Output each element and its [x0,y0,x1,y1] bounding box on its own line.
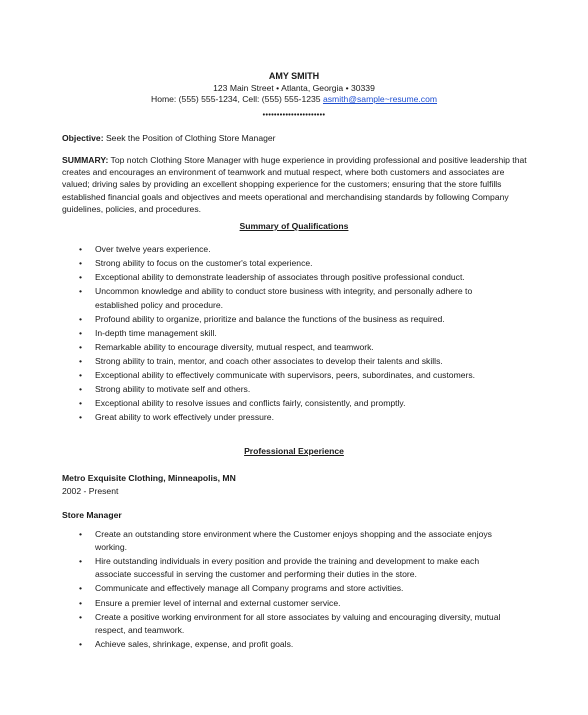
list-item-text: Remarkable ability to encourage diversity, mutual respect, and teamwork. [95,342,374,352]
company-name: Metro Exquisite Clothing, Minneapolis, MN [62,473,236,483]
list-item-text: Ensure a premier level of internal and external customer service. [95,597,341,608]
candidate-name: AMY SMITH [268,71,320,81]
bullet-icon: • [79,529,83,539]
bullet-icon: • [79,597,83,608]
list-item-text: Profound ability to organize, prioritize and balance the functions of the business as required. [95,314,445,324]
list-item [79,582,509,595]
bullet-icon: • [79,370,83,380]
bullet-icon: • [79,384,83,394]
list-item-text: Strong ability to motivate self and others. [95,384,251,394]
list-item [79,340,509,354]
email-link[interactable]: asmith@sample~resume.com [322,94,438,104]
summary-label: SUMMARY: [62,155,109,165]
bullet-icon: • [79,583,83,593]
objective-line [62,133,532,143]
list-item [79,555,509,580]
list-item [79,382,509,396]
bullet-icon: • [79,314,83,324]
list-item-text: Exceptional ability to resolve issues and conflicts fairly, consistently, and promptly. [95,398,406,408]
list-item [79,410,509,424]
list-item [79,597,509,610]
list-item [79,638,509,651]
list-item [79,368,509,382]
contact-line [0,94,588,106]
bullet-icon: • [79,244,83,254]
list-item [79,256,509,270]
bullet-icon: • [79,398,83,408]
header-separator: •••••••••••••••••••••• [262,112,326,119]
list-item-text: Uncommon knowledge and ability to conduct store business with integrity, and personally adhere to established policy and procedure. [95,286,473,310]
list-item [79,528,509,553]
list-item-text: Strong ability to focus on the customer's total experience. [95,258,313,268]
bullet-icon: • [79,272,83,282]
list-item [79,611,509,636]
experience-heading: Professional Experience [244,446,344,456]
list-item [79,242,509,256]
bullet-icon: • [79,356,83,366]
list-item-text: In-depth time management skill. [95,328,217,338]
list-item-text: Create a positive working environment for all store associates by valuing and encouraging diversity, mutual respect, and teamwork. [95,612,501,635]
list-item [79,312,509,326]
bullet-icon: • [79,258,83,268]
bullet-icon: • [79,286,83,296]
address-line: 123 Main Street • Atlanta, Georgia • 30339 [213,82,375,93]
list-item-text: Great ability to work effectively under pressure. [95,412,274,422]
list-item-text: Hire outstanding individuals in every position and provide the training and development to make each associate successful in serving the customer and performing their duties in the store. [95,556,480,579]
experience-duties-list [79,528,509,653]
bullet-icon: • [79,612,83,622]
objective-label: Objective: [62,133,104,143]
list-item [79,326,509,340]
job-title: Store Manager [62,510,122,520]
resume-header [0,71,588,106]
bullet-icon: • [79,342,83,352]
bullet-icon: • [79,556,83,566]
list-item-text: Strong ability to train, mentor, and coach other associates to develop their talents and skills. [95,356,443,366]
list-item-text: Exceptional ability to effectively communicate with supervisors, peers, subordinates, and customers. [95,370,476,380]
bullet-icon: • [79,639,83,649]
bullet-icon: • [79,328,83,338]
phone-numbers: Home: (555) 555-1234, Cell: (555) 555-1235 [150,94,323,104]
objective-text: Seek the Position of Clothing Store Manager [103,133,276,143]
list-item-text: Communicate and effectively manage all Company programs and store activities. [95,583,404,593]
list-item-text: Create an outstanding store environment where the Customer enjoys shopping and the associate enjoys working. [95,529,492,552]
list-item [79,284,509,312]
list-item [79,354,509,368]
employment-dates: 2002 - Present [62,486,119,496]
list-item-text: Exceptional ability to demonstrate leadership of associates through positive professional conduct. [95,272,465,282]
list-item-text: Achieve sales, shrinkage, expense, and profit goals. [95,639,294,649]
list-item [79,396,509,410]
summary-paragraph [62,154,532,215]
qualifications-heading: Summary of Qualifications [239,221,349,231]
list-item [79,270,509,284]
list-item-text: Over twelve years experience. [95,244,211,254]
qualifications-list [79,242,509,424]
bullet-icon: • [79,412,83,422]
summary-text: Top notch Clothing Store Manager with huge experience in providing professional and positive leadership that creates and encourages an environment of teamwork and mutual respect, where both customers and associates are valued; driving sales by providing an excellent shopping experience for the customers; ensuring that the store fulfills established financial goals and objectives and meets operational and merchandising standards by following Company guidelines, policies, and procedures. [62,155,527,214]
